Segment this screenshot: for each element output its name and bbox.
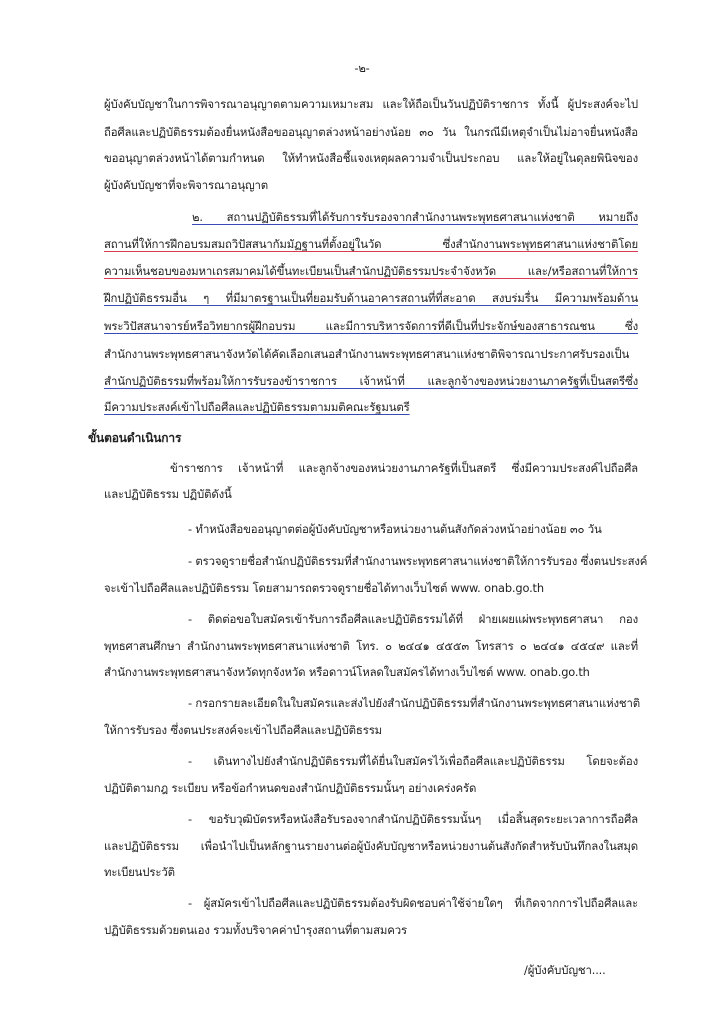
step-line: - กรอกรายละเอียดในใบสมัครและส่งไปยังสำนักปฏิบัติธรรมที่สำนักงานพระพุทธศาสนาแห่งชาติ <box>188 696 640 710</box>
page-number: -๒- <box>354 61 370 75</box>
intro-line: และปฏิบัติธรรม ปฏิบัติดังนี้ <box>104 487 232 501</box>
para2-line: มีความประสงค์เข้าไปถือศีลและปฏิบัติธรรมตามมติคณะรัฐมนตรี <box>104 400 410 414</box>
section-heading: ขั้นตอนดำเนินการ <box>88 431 182 445</box>
para2-line <box>192 209 638 225</box>
para2-line: พระวิปัสสนาจารย์หรือวิทยากรผู้ฝึกอบรม และมีการบริหารจัดการที่ดีเป็นที่ประจักษ์ของสาธารณชน ซึ่ง <box>104 319 638 333</box>
step-line: สำนักงานพระพุทธศาสนาจังหวัดทุกจังหวัด หรือดาวน์โหลดใบสมัครได้ทางเว็บไซต์ www. onab.go.th <box>104 665 590 679</box>
step-line: ให้การรับรอง ซึ่งตนประสงค์จะเข้าไปถือศีลและปฏิบัติธรรม <box>104 723 383 737</box>
step-line: และปฏิบัติธรรม เพื่อนำไปเป็นหลักฐานรายงานต่อผู้บังคับบัญชาหรือหน่วยงานต้นสังกัดสำหรับบันทึกลงในสมุด <box>104 839 638 853</box>
para2-line: ความเห็นชอบของมหาเถรสมาคมได้ขึ้นทะเบียนเป็นสำนักปฏิบัติธรรมประจำจังหวัด และ/หรือสถานที่ให้การ <box>104 264 638 278</box>
step-line: - เดินทางไปยังสำนักปฏิบัติธรรมที่ได้ยื่นใบสมัครไว้เพื่อถือศีลและปฏิบัติธรรม โดยจะต้อง <box>188 754 638 768</box>
para2-text: ๒. สถานปฏิบัติธรรมที่ได้รับการรับรองจากสำนักงานพระพุทธศาสนาแห่งชาติ หมายถึง <box>192 210 638 224</box>
para1-line: ผู้บังคับบัญชาในการพิจารณาอนุญาตตามความเหมาะสม และให้ถือเป็นวันปฏิบัติราชการ ทั้งนี้ ผู้ประสงค์จะไป <box>104 97 638 111</box>
para2-line: สถานที่ให้การฝึกอบรมสมถวิปัสสนากัมมัฏฐานที่ตั้งอยู่ในวัด ซึ่งสำนักงานพระพุทธศาสนาแห่งชาติโดย <box>104 237 638 251</box>
continuation-note: /ผู้บังคับบัญชา.... <box>524 963 606 977</box>
para1-line: ขออนุญาตล่วงหน้าได้ตามกำหนด ให้ทำหนังสือชี้แจงเหตุผลความจำเป็นประกอบ และให้อยู่ในดุลยพินิจของ <box>104 151 638 165</box>
intro-line: ข้าราชการ เจ้าหน้าที่ และลูกจ้างของหน่วยงานภาครัฐที่เป็นสตรี ซึ่งมีความประสงค์ไปถือศีล <box>170 461 638 475</box>
step-line: ปฏิบัติตามกฎ ระเบียบ หรือข้อกำหนดของสำนักปฏิบัติธรรมนั้นๆ อย่างเคร่งครัด <box>104 781 477 795</box>
step-line: - ทำหนังสือขออนุญาตต่อผู้บังคับบัญชาหรือหน่วยงานต้นสังกัดล่วงหน้าอย่างน้อย ๓๐ วัน <box>188 522 602 536</box>
para2-line: สำนักปฏิบัติธรรมที่พร้อมให้การรับรองข้าราชการ เจ้าหน้าที่ และลูกจ้างของหน่วยงานภาครัฐที่เป็นสตรีซึ่ง <box>104 374 638 388</box>
step-line: ทะเบียนประวัติ <box>104 865 175 879</box>
para1-line: ผู้บังคับบัญชาที่จะพิจารณาอนุญาต <box>104 178 269 192</box>
step-line: - ตรวจดูรายชื่อสำนักปฏิบัติธรรมที่สำนักงานพระพุทธศาสนาแห่งชาติให้การรับรอง ซึ่งตนประสงค์ <box>188 554 648 568</box>
step-line: - ผู้สมัครเข้าไปถือศีลและปฏิบัติธรรมต้องรับผิดชอบค่าใช้จ่ายใดๆ ที่เกิดจากการไปถือศีลและ <box>188 896 638 910</box>
step-line: จะเข้าไปถือศีลและปฏิบัติธรรม โดยสามารถตรวจดูรายชื่อได้ทางเว็บไซต์ www. onab.go.th <box>104 581 544 595</box>
para2-line: ฝึกปฏิบัติธรรมอื่น ๆ ที่มีมาตรฐานเป็นที่ยอมรับด้านอาคารสถานที่ที่สะอาด สงบร่มรื่น มีความพร้อมด้าน <box>104 291 638 305</box>
para1-line: ถือศีลและปฏิบัติธรรมต้องยื่นหนังสือขออนุญาตล่วงหน้าอย่างน้อย ๓๐ วัน ในกรณีมีเหตุจำเป็นไม่อาจยื่นหนังสือ <box>104 125 638 139</box>
step-line: - ติดต่อขอใบสมัครเข้ารับการถือศีลและปฏิบัติธรรมได้ที่ ฝ่ายเผยแผ่พระพุทธศาสนา กอง <box>188 612 638 626</box>
step-line: พุทธศาสนศึกษา สำนักงานพระพุทธศาสนาแห่งชาติ โทร. ๐ ๒๔๔๑ ๔๕๕๓ โทรสาร ๐ ๒๔๔๑ ๔๕๔๙ และที่ <box>104 639 638 653</box>
para2-line: สำนักงานพระพุทธศาสนาจังหวัดได้คัดเลือกเสนอสำนักงานพระพุทธศาสนาแห่งชาติพิจารณาประกาศรับรองเป็น <box>104 347 630 361</box>
step-line: - ขอรับวุฒิบัตรหรือหนังสือรับรองจากสำนักปฏิบัติธรรมนั้นๆ เมื่อสิ้นสุดระยะเวลาการถือศีล <box>188 812 638 826</box>
step-line: ปฏิบัติธรรมด้วยตนเอง รวมทั้งบริจาคค่าบำรุงสถานที่ตามสมควร <box>104 923 407 937</box>
